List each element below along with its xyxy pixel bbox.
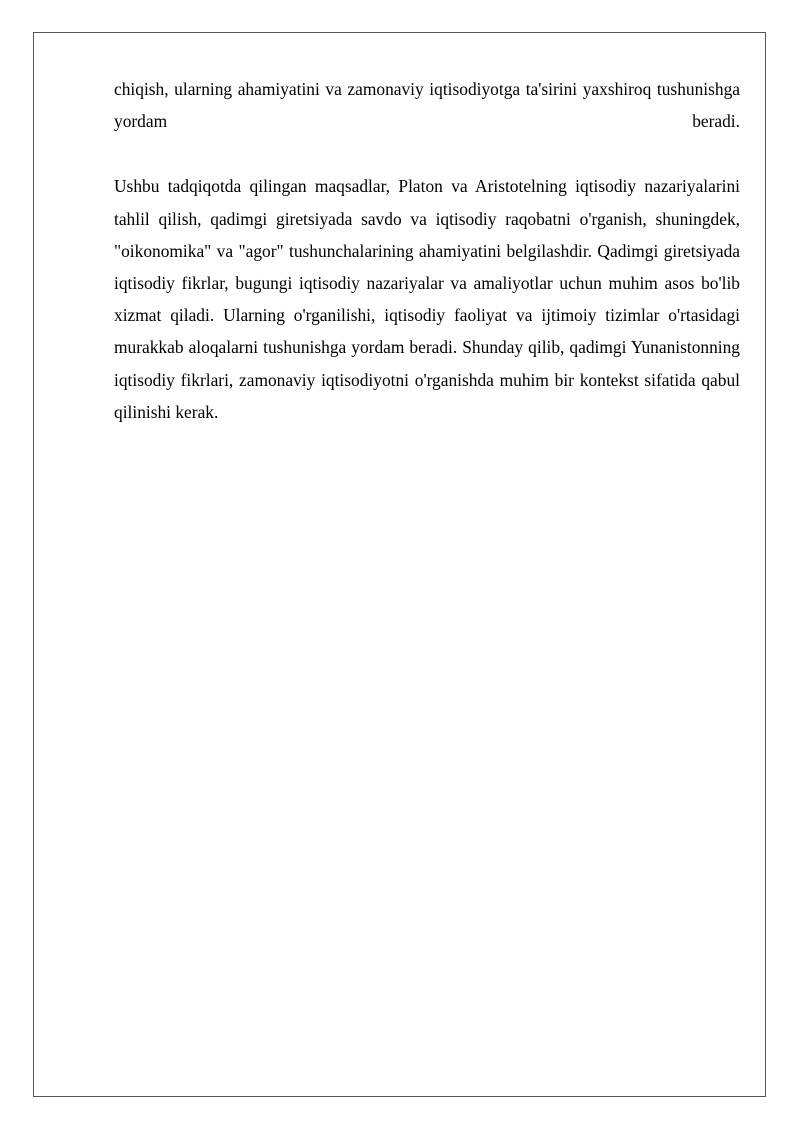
paragraph-research-goals: Ushbu tadqiqotda qilingan maqsadlar, Platon va Aristotelning iqtisodiy nazariyalarini tahlil qilish, qadimgi giretsiyada savdo va iqtisodiy raqobatni o'rganish, shuningdek, "oikonomika" va "agor" tushunchalarining ahamiyatini belgilashdir. Qadimgi giretsiyada iqtisodiy fikrlar, bugungi iqtisodiy nazariyalar va amaliyotlar uchun muhim asos bo'lib xizmat qiladi. Ularning o'rganilishi, iqtisodiy faoliyat va ijtimoiy tizimlar o'rtasidagi murakkab aloqalarni tushunishga yordam beradi. Shunday qilib, qadimgi Yunanistonning iqtisodiy fikrlari, zamonaviy iqtisodiyotni o'rganishda muhim bir kontekst sifatida qabul qilinishi kerak. [114,176,740,422]
paragraph-continuation: chiqish, ularning ahamiyatini va zamonaviy iqtisodiyotga ta'sirini yaxshiroq tushunishga yordam beradi. [114,79,740,132]
paragraph-spacer [114,137,740,170]
document-body [114,73,740,428]
